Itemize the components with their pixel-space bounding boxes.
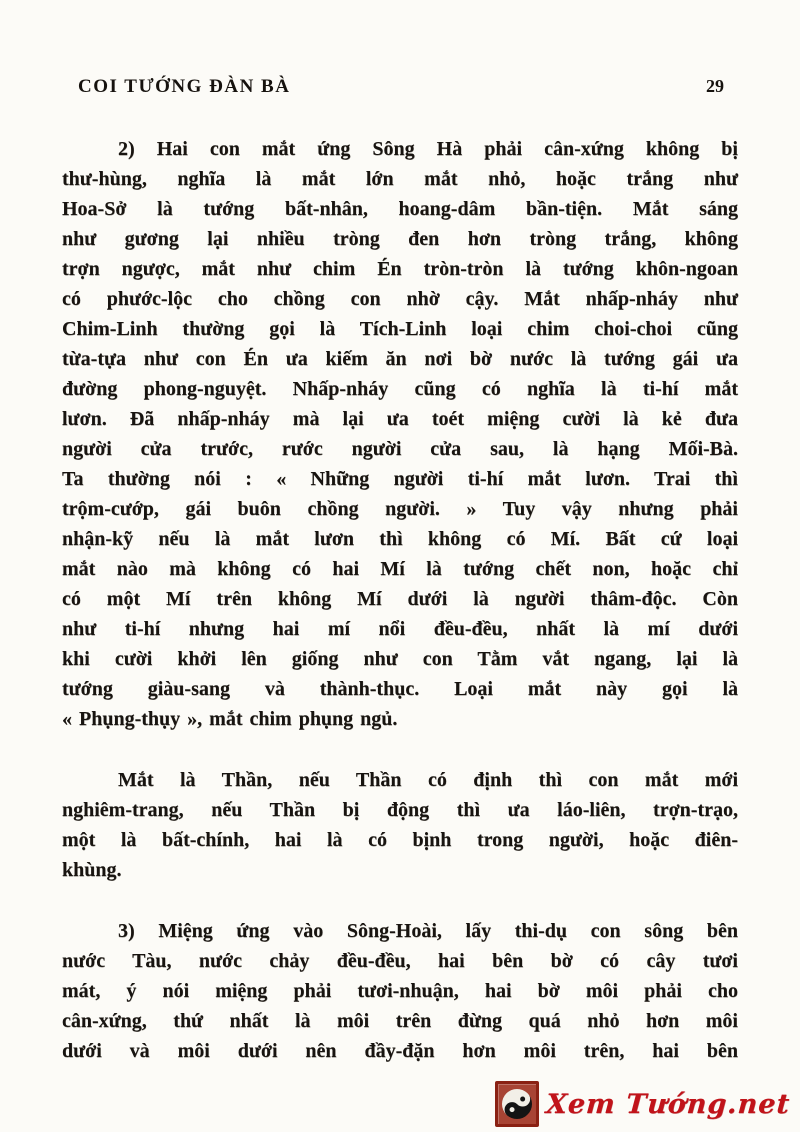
text-line: trợn ngược, mắt như chim Én tròn-tròn là tướng khôn-ngoan [62,258,738,280]
text-line: Chim-Linh thường gọi là Tích-Linh loại chim choi-choi cũng [62,318,738,340]
text-line: trộm-cướp, gái buôn chồng người. » Tuy vậy nhưng phải [62,498,738,520]
text-line: 2) Hai con mắt ứng Sông Hà phải cân-xứng không bị [118,138,738,160]
page-body [62,134,738,1066]
text-line: có phước-lộc cho chồng con nhờ cậy. Mắt nhấp-nháy như [62,288,738,310]
text-line: mắt nào mà không có hai Mí là tướng chết non, hoặc chỉ [62,558,738,580]
text-line: nước Tàu, nước chảy đều-đều, hai bên bờ có cây tươi [62,950,738,972]
text-line: thư-hùng, nghĩa là mắt lớn mắt nhỏ, hoặc trắng như [62,168,738,190]
text-line: dưới và môi dưới nên đầy-đặn hơn môi trên, hai bên [62,1040,738,1062]
text-line: Hoa-Sở là tướng bất-nhân, hoang-dâm bần-tiện. Mắt sáng [62,198,738,220]
text-line: mát, ý nói miệng phải tươi-nhuận, hai bờ môi phải cho [62,980,738,1002]
text-line: người cửa trước, rước người cửa sau, là hạng Mối-Bà. [62,438,738,460]
text-line: từa-tựa như con Én ưa kiếm ăn nơi bờ nước là tướng gái ưa [62,348,738,370]
text-line: lươn. Đã nhấp-nháy mà lại ưa toét miệng cười là kẻ đưa [62,408,738,430]
text-line: 3) Miệng ứng vào Sông-Hoài, lấy thi-dụ con sông bên [118,920,738,942]
paragraph-eyes [62,134,738,734]
yin-yang-badge [495,1081,539,1127]
text-line: Mắt là Thần, nếu Thần có định thì con mắt mới [118,769,738,791]
text-line: Ta thường nói : « Những người ti-hí mắt lươn. Trai thì [62,468,738,490]
text-line: có một Mí trên không Mí dưới là người thâm-độc. Còn [62,588,738,610]
watermark-brand-text: Xem Tướng.net [544,1088,792,1120]
page-header [62,76,738,98]
text-line: nghiêm-trang, nếu Thần bị động thì ưa láo-liên, trợn-trạo, [62,799,738,821]
page-number: 29 [706,76,724,96]
site-watermark[interactable] [495,1081,790,1127]
text-line: khùng. [62,859,122,881]
text-line: như gương lại nhiều tròng đen hơn tròng trắng, không [62,228,738,250]
yin-yang-icon [496,1083,538,1125]
running-title: COI TƯỚNG ĐÀN BÀ [78,76,291,97]
text-line: nhận-kỹ nếu là mắt lươn thì không có Mí. Bất cứ loại [62,528,738,550]
text-line: đường phong-nguyệt. Nhấp-nháy cũng có nghĩa là ti-hí mắt [62,378,738,400]
text-line: như ti-hí nhưng hai mí nổi đều-đều, nhất là mí dưới [62,618,738,640]
book-page [62,76,738,1095]
text-line: cân-xứng, thứ nhất là môi trên đừng quá nhỏ hơn môi [62,1010,738,1032]
paragraph-eye-spirit [62,765,738,885]
text-line: « Phụng-thụy », mắt chim phụng ngủ. [62,708,398,730]
text-line: một là bất-chính, hai là có bịnh trong người, hoặc điên- [62,829,738,851]
paragraph-mouth [62,916,738,1066]
text-line: tướng giàu-sang và thành-thục. Loại mắt này gọi là [62,678,738,700]
text-line: khi cười khởi lên giống như con Tằm vắt ngang, lại là [62,648,738,670]
